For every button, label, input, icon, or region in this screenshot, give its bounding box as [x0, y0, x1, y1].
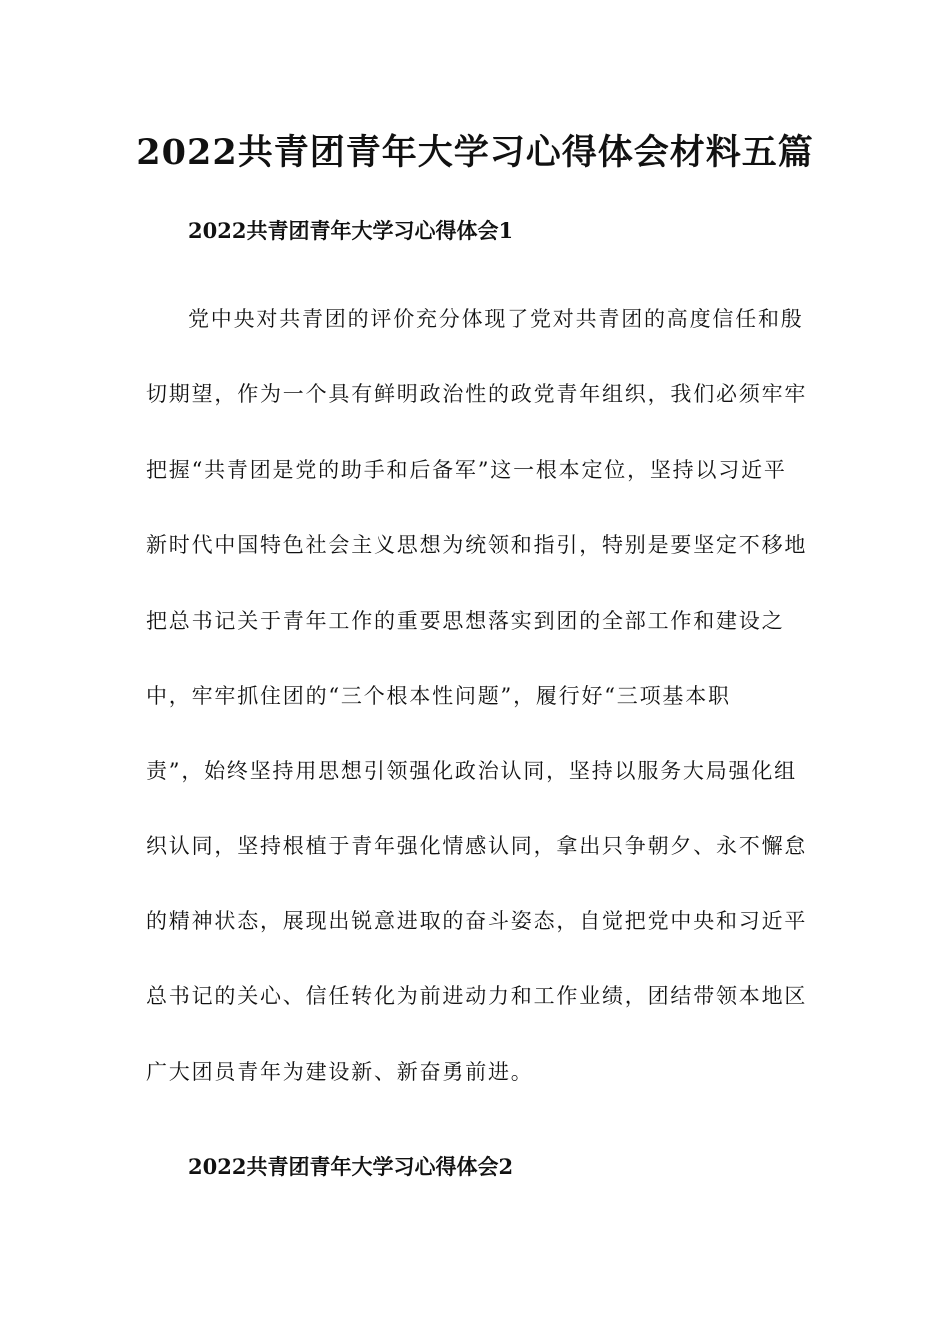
paragraph-line: 中，牢牢抓住团的“三个根本性问题”，履行好“三项基本职	[146, 684, 731, 708]
paragraph-line: 广大团员青年为建设新、新奋勇前进。	[146, 1060, 534, 1084]
paragraph-line: 新时代中国特色社会主义思想为统领和指引，特别是要坚定不移地	[146, 533, 808, 557]
paragraph-line: 总书记的关心、信任转化为前进动力和工作业绩，团结带领本地区	[146, 984, 808, 1008]
paragraph-line: 的精神状态，展现出锐意进取的奋斗姿态，自觉把党中央和习近平	[146, 909, 808, 933]
section-heading-2: 2022共青团青年大学习心得体会2	[188, 1154, 514, 1179]
paragraph-line: 党中央对共青团的评价充分体现了党对共青团的高度信任和殷	[188, 307, 804, 331]
paragraph-line: 把总书记关于青年工作的重要思想落实到团的全部工作和建设之	[146, 609, 785, 633]
document-title: 2022共青团青年大学习心得体会材料五篇	[136, 132, 814, 173]
paragraph-line: 切期望，作为一个具有鲜明政治性的政党青年组织，我们必须牢牢	[146, 382, 808, 406]
paragraph-line: 织认同，坚持根植于青年强化情感认同，拿出只争朝夕、永不懈怠	[146, 834, 808, 858]
section-heading-1: 2022共青团青年大学习心得体会1	[188, 218, 514, 243]
paragraph-line: 责”，始终坚持用思想引领强化政治认同，坚持以服务大局强化组	[146, 759, 797, 783]
paragraph-line: 把握“共青团是党的助手和后备军”这一根本定位，坚持以习近平	[146, 458, 787, 482]
